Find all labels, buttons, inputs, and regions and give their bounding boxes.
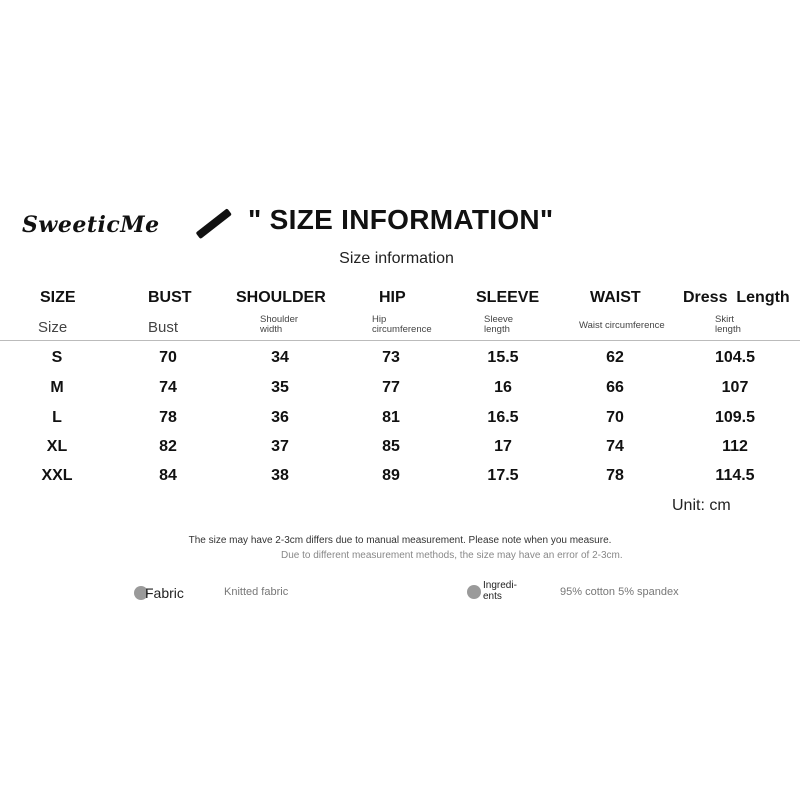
cell-shoulder: 35	[271, 379, 289, 396]
table-divider	[0, 340, 800, 341]
page-subtitle: Size information	[339, 250, 454, 267]
header-waist: WAIST	[590, 289, 641, 306]
cell-sleeve: 15.5	[487, 349, 519, 366]
ingredients-label: Ingredi- ents	[483, 580, 517, 602]
fabric-value: Knitted fabric	[224, 586, 289, 598]
header-sleeve: SLEEVE	[476, 289, 540, 306]
cell-dress-length: 109.5	[714, 409, 756, 426]
subheader-hip: Hip circumference	[372, 314, 432, 335]
measurement-note: The size may have 2-3cm differs due to manual measurement. Please note when you measure.	[188, 535, 612, 546]
subheader-sleeve: Sleeve length	[484, 314, 514, 335]
cell-bust: 70	[159, 349, 177, 366]
cell-bust: 78	[159, 409, 177, 426]
cell-shoulder: 38	[271, 467, 289, 484]
cell-hip: 81	[382, 409, 400, 426]
subheader-bust: Bust	[148, 319, 179, 336]
cell-sleeve: 16	[494, 379, 512, 396]
header-size: SIZE	[40, 289, 76, 306]
measurement-note-secondary: Due to different measurement methods, the size may have an error of 2-3cm.	[281, 550, 623, 561]
cell-hip: 85	[382, 438, 400, 455]
cell-bust: 82	[159, 438, 177, 455]
subheader-shoulder: Shoulder width	[260, 314, 299, 335]
cell-waist: 66	[606, 379, 624, 396]
slash-decoration	[196, 208, 232, 239]
cell-bust: 74	[159, 379, 177, 396]
cell-dress-length: 112	[722, 438, 748, 455]
cell-sleeve: 17	[494, 438, 512, 455]
cell-waist: 70	[606, 409, 624, 426]
cell-waist: 62	[606, 349, 624, 366]
cell-size: XL	[46, 438, 68, 455]
cell-sleeve: 16.5	[487, 409, 519, 426]
header-bust: BUST	[148, 289, 192, 306]
cell-sleeve: 17.5	[487, 467, 519, 484]
cell-size: XXL	[41, 467, 73, 484]
cell-hip: 89	[382, 467, 400, 484]
cell-dress-length: 104.5	[714, 349, 756, 366]
cell-bust: 84	[159, 467, 177, 484]
unit-label: Unit: cm	[672, 497, 731, 514]
cell-size: S	[51, 349, 63, 366]
header-shoulder: SHOULDER	[236, 289, 326, 306]
brand-logo: SweeticMe	[22, 212, 160, 238]
header-dress-length: Dress Length	[683, 289, 790, 306]
subheader-skirt-length: Skirt length	[715, 314, 741, 335]
subheader-size: Size	[38, 319, 68, 336]
cell-size: M	[50, 379, 64, 396]
cell-shoulder: 36	[271, 409, 289, 426]
cell-waist: 74	[606, 438, 624, 455]
cell-waist: 78	[606, 467, 624, 484]
header-hip: HIP	[379, 289, 406, 306]
cell-hip: 73	[382, 349, 400, 366]
ingredients-value: 95% cotton 5% spandex	[560, 586, 679, 598]
cell-size: L	[52, 409, 62, 426]
subheader-waist: Waist circumference	[579, 320, 665, 331]
ingredients-bullet-icon	[467, 585, 481, 599]
fabric-label: Fabric	[145, 585, 184, 601]
cell-dress-length: 114.5	[715, 467, 755, 484]
cell-hip: 77	[382, 379, 400, 396]
cell-shoulder: 34	[271, 349, 289, 366]
cell-shoulder: 37	[271, 438, 289, 455]
page-title: " SIZE INFORMATION"	[248, 204, 554, 235]
cell-dress-length: 107	[721, 379, 749, 396]
